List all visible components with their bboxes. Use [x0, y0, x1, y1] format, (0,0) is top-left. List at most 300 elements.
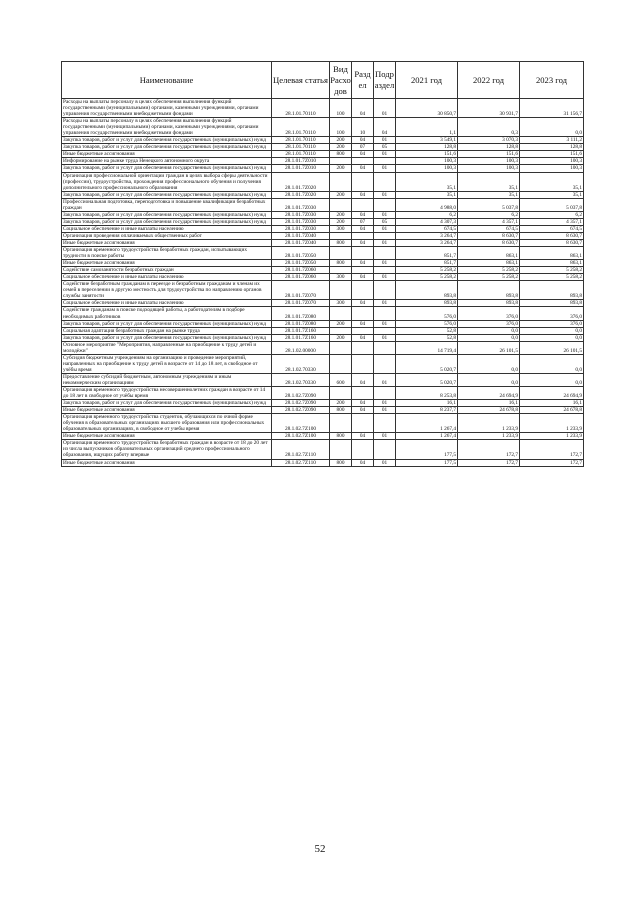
expense-type-cell: 200 [330, 144, 352, 151]
section-cell: 07 [352, 218, 374, 225]
amount-2021-cell: 3 549,1 [396, 137, 458, 144]
expense-type-cell [330, 267, 352, 274]
amount-2023-cell: 26 101,5 [520, 341, 584, 354]
expense-type-cell [330, 341, 352, 354]
expense-type-cell: 300 [330, 300, 352, 307]
section-cell [352, 172, 374, 191]
subsection-cell [374, 172, 396, 191]
amount-2021-cell: 576,0 [396, 307, 458, 320]
expense-type-cell: 200 [330, 400, 352, 407]
amount-2023-cell: 8 630,7 [520, 239, 584, 246]
table-row [62, 144, 584, 151]
table-row [62, 239, 584, 246]
target-code-cell: 28.1.01.7Z040 [272, 232, 330, 239]
amount-2022-cell: 24 694,9 [458, 387, 520, 400]
amount-2023-cell: 376,0 [520, 307, 584, 320]
table-row [62, 172, 584, 191]
target-code-cell: 28.1.02.7Z110 [272, 440, 330, 459]
section-cell: 07 [352, 144, 374, 151]
subsection-cell: 01 [374, 407, 396, 414]
target-code-cell: 28.1.01.7Z080 [272, 307, 330, 320]
amount-2022-cell: 376,0 [458, 320, 520, 327]
subsection-cell: 01 [374, 165, 396, 172]
section-cell: 10 [352, 118, 374, 137]
target-code-cell: 28.1.01.70110 [272, 99, 330, 118]
amount-2023-cell: 376,0 [520, 320, 584, 327]
table-body [62, 99, 584, 467]
expense-type-cell [330, 172, 352, 191]
target-code-cell: 28.1.02.7Z090 [272, 387, 330, 400]
subsection-cell: 05 [374, 144, 396, 151]
row-name-cell: Закупка товаров, работ и услуг для обеспечения государственных (муниципальных) нужд [62, 334, 272, 341]
target-code-cell: 28.1.01.70110 [272, 144, 330, 151]
amount-2022-cell: 5 258,2 [458, 267, 520, 274]
amount-2021-cell: 5 258,2 [396, 274, 458, 281]
target-code-cell: 28.1.01.7Z070 [272, 300, 330, 307]
table-row [62, 414, 584, 433]
header-2021: 2021 год [396, 62, 458, 99]
table-row [62, 334, 584, 341]
expense-type-cell [330, 281, 352, 300]
expense-type-cell [330, 198, 352, 211]
section-cell: 04 [352, 151, 374, 158]
target-code-cell: 28.1.01.7Z050 [272, 247, 330, 260]
amount-2022-cell: 172,7 [458, 440, 520, 459]
table-row [62, 158, 584, 165]
section-cell [352, 247, 374, 260]
expense-type-cell [330, 158, 352, 165]
section-cell: 04 [352, 274, 374, 281]
amount-2021-cell: 5 020,7 [396, 354, 458, 373]
subsection-cell: 01 [374, 320, 396, 327]
subsection-cell: 01 [374, 433, 396, 440]
target-code-cell: 28.1.01.70110 [272, 151, 330, 158]
expense-type-cell [330, 354, 352, 373]
expense-type-cell [330, 307, 352, 320]
amount-2021-cell: 3 264,7 [396, 239, 458, 246]
subsection-cell: 05 [374, 218, 396, 225]
subsection-cell [374, 232, 396, 239]
amount-2023-cell: 0,0 [520, 334, 584, 341]
section-cell [352, 158, 374, 165]
expense-type-cell: 200 [330, 334, 352, 341]
amount-2023-cell: 1 233,9 [520, 433, 584, 440]
amount-2021-cell: 5 258,2 [396, 267, 458, 274]
amount-2022-cell: 30 931,7 [458, 99, 520, 118]
row-name-cell: Иные бюджетные ассигнования [62, 151, 272, 158]
amount-2022-cell: 16,1 [458, 400, 520, 407]
amount-2021-cell: 8 237,7 [396, 407, 458, 414]
amount-2023-cell: 674,5 [520, 225, 584, 232]
subsection-cell [374, 387, 396, 400]
header-name: Наименование [62, 62, 272, 99]
target-code-cell: 28.1.01.7Z030 [272, 211, 330, 218]
section-cell: 04 [352, 165, 374, 172]
subsection-cell: 01 [374, 191, 396, 198]
page-number: 52 [314, 843, 326, 855]
row-name-cell: Организация временного трудоустройства безработных граждан в возрасте от 18 до 20 лет из числа выпускников образовательных организаций среднего профессионального образования, ищущих работу впервые [62, 440, 272, 459]
section-cell [352, 327, 374, 334]
expense-type-cell: 200 [330, 191, 352, 198]
target-code-cell: 28.1.01.7Z030 [272, 198, 330, 211]
amount-2021-cell: 4 307,3 [396, 218, 458, 225]
amount-2022-cell: 172,7 [458, 459, 520, 466]
amount-2021-cell: 3 264,7 [396, 232, 458, 239]
table-row [62, 211, 584, 218]
row-name-cell: Социальное обеспечение и иные выплаты населению [62, 274, 272, 281]
table-row [62, 274, 584, 281]
row-name-cell: Закупка товаров, работ и услуг для обеспечения государственных (муниципальных) нужд [62, 144, 272, 151]
expense-type-cell: 100 [330, 99, 352, 118]
target-code-cell: 28.1.01.7Z030 [272, 218, 330, 225]
amount-2021-cell: 52,8 [396, 334, 458, 341]
target-code-cell: 28.1.01.70110 [272, 137, 330, 144]
row-name-cell: Закупка товаров, работ и услуг для обеспечения государственных (муниципальных) нужд [62, 400, 272, 407]
table-row [62, 191, 584, 198]
amount-2023-cell: 3 111,2 [520, 137, 584, 144]
row-name-cell: Профессиональная подготовка, переподготовка и повышение квалификации безработных граждан [62, 198, 272, 211]
expense-type-cell: 800 [330, 459, 352, 466]
target-code-cell: 28.1.01.7Z020 [272, 172, 330, 191]
section-cell [352, 341, 374, 354]
amount-2023-cell: 100,3 [520, 165, 584, 172]
amount-2021-cell: 1 267,4 [396, 433, 458, 440]
header-2023: 2023 год [520, 62, 584, 99]
expense-type-cell: 800 [330, 239, 352, 246]
expense-type-cell: 200 [330, 137, 352, 144]
section-cell [352, 307, 374, 320]
amount-2023-cell: 6,2 [520, 211, 584, 218]
amount-2022-cell: 863,1 [458, 247, 520, 260]
amount-2021-cell: 100,3 [396, 158, 458, 165]
row-name-cell: Закупка товаров, работ и услуг для обеспечения государственных (муниципальных) нужд [62, 320, 272, 327]
row-name-cell: Расходы на выплаты персоналу в целях обеспечения выполнения функций государственными (муниципальными) органами, казенными учреждениями, органами управления государственными внебюджетными фондами [62, 99, 272, 118]
expense-type-cell [330, 414, 352, 433]
expense-type-cell [330, 440, 352, 459]
table-row [62, 281, 584, 300]
section-cell: 04 [352, 239, 374, 246]
amount-2022-cell: 128,8 [458, 144, 520, 151]
amount-2023-cell: 5 258,2 [520, 267, 584, 274]
table-row [62, 247, 584, 260]
subsection-cell: 01 [374, 239, 396, 246]
amount-2022-cell: 863,1 [458, 260, 520, 267]
amount-2021-cell: 30 850,7 [396, 99, 458, 118]
amount-2022-cell: 376,0 [458, 307, 520, 320]
amount-2021-cell: 177,5 [396, 459, 458, 466]
target-code-cell: 28.1.02.00000 [272, 341, 330, 354]
section-cell: 04 [352, 373, 374, 386]
expense-type-cell: 200 [330, 218, 352, 225]
target-code-cell: 28.1.02.7Z090 [272, 400, 330, 407]
amount-2023-cell: 0,0 [520, 354, 584, 373]
table-row [62, 232, 584, 239]
row-name-cell: Информирование на рынке труда Ненецкого автономного округа [62, 158, 272, 165]
amount-2022-cell: 1 233,9 [458, 433, 520, 440]
row-name-cell: Закупка товаров, работ и услуг для обеспечения государственных (муниципальных) нужд [62, 191, 272, 198]
target-code-cell: 28.1.01.7Z080 [272, 320, 330, 327]
amount-2021-cell: 893,8 [396, 300, 458, 307]
amount-2021-cell: 14 719,4 [396, 341, 458, 354]
amount-2022-cell: 893,8 [458, 300, 520, 307]
header-subsection: Подр аздел [374, 62, 396, 99]
subsection-cell [374, 440, 396, 459]
subsection-cell [374, 281, 396, 300]
subsection-cell [374, 307, 396, 320]
target-code-cell: 28.1.01.7Z070 [272, 281, 330, 300]
amount-2023-cell: 100,3 [520, 158, 584, 165]
amount-2023-cell: 0,0 [520, 327, 584, 334]
amount-2022-cell: 0,3 [458, 118, 520, 137]
expense-type-cell: 200 [330, 320, 352, 327]
target-code-cell: 28.1.02.70330 [272, 354, 330, 373]
row-name-cell: Содействие безработным гражданам в переезде и безработным гражданам и членам их семей в переселении в другую местность для трудоустройства по направлению органов службы занятости [62, 281, 272, 300]
target-code-cell: 28.1.01.7Z010 [272, 158, 330, 165]
row-name-cell: Социальное обеспечение и иные выплаты населению [62, 225, 272, 232]
header-section: Разд ел [352, 62, 374, 99]
target-code-cell: 28.1.02.7Z100 [272, 433, 330, 440]
amount-2023-cell: 5 258,2 [520, 274, 584, 281]
amount-2022-cell: 0,0 [458, 373, 520, 386]
subsection-cell: 01 [374, 373, 396, 386]
table-row [62, 320, 584, 327]
section-cell: 04 [352, 334, 374, 341]
amount-2023-cell: 151,6 [520, 151, 584, 158]
subsection-cell [374, 341, 396, 354]
header-2022: 2022 год [458, 62, 520, 99]
section-cell: 04 [352, 459, 374, 466]
expense-type-cell [330, 387, 352, 400]
target-code-cell: 28.1.02.70330 [272, 373, 330, 386]
table-row [62, 307, 584, 320]
row-name-cell: Закупка товаров, работ и услуг для обеспечения государственных (муниципальных) нужд [62, 137, 272, 144]
row-name-cell: Предоставление субсидий бюджетным, автономным учреждениям и иным некоммерческим организациям [62, 373, 272, 386]
amount-2022-cell: 0,0 [458, 354, 520, 373]
section-cell: 04 [352, 137, 374, 144]
table-row [62, 165, 584, 172]
table-row [62, 433, 584, 440]
section-cell [352, 232, 374, 239]
amount-2022-cell: 674,5 [458, 225, 520, 232]
target-code-cell: 28.1.01.7Z160 [272, 334, 330, 341]
section-cell [352, 198, 374, 211]
amount-2021-cell: 851,7 [396, 247, 458, 260]
target-code-cell: 28.1.01.70110 [272, 118, 330, 137]
table-row [62, 387, 584, 400]
table-row [62, 459, 584, 466]
amount-2021-cell: 151,6 [396, 151, 458, 158]
row-name-cell: Иные бюджетные ассигнования [62, 459, 272, 466]
row-name-cell: Закупка товаров, работ и услуг для обеспечения государственных (муниципальных) нужд [62, 218, 272, 225]
expense-type-cell: 800 [330, 407, 352, 414]
amount-2023-cell: 172,7 [520, 459, 584, 466]
subsection-cell: 01 [374, 274, 396, 281]
table-row [62, 267, 584, 274]
amount-2023-cell: 16,1 [520, 400, 584, 407]
amount-2023-cell: 35,1 [520, 191, 584, 198]
expense-type-cell: 600 [330, 373, 352, 386]
expense-type-cell [330, 327, 352, 334]
expense-type-cell: 200 [330, 211, 352, 218]
amount-2022-cell: 26 101,5 [458, 341, 520, 354]
amount-2021-cell: 1 267,4 [396, 414, 458, 433]
target-code-cell: 28.1.01.7Z020 [272, 191, 330, 198]
amount-2022-cell: 8 630,7 [458, 232, 520, 239]
row-name-cell: Содействие самозанятости безработных граждан [62, 267, 272, 274]
subsection-cell: 01 [374, 459, 396, 466]
expense-type-cell: 300 [330, 225, 352, 232]
amount-2023-cell: 172,7 [520, 440, 584, 459]
expense-type-cell: 100 [330, 118, 352, 137]
subsection-cell [374, 354, 396, 373]
amount-2023-cell: 24 694,9 [520, 387, 584, 400]
amount-2021-cell: 100,3 [396, 165, 458, 172]
row-name-cell: Организация временного трудоустройства студентов, обучающихся по очной форме обучения в образовательных организациях высшего образования или профессиональных образовательных организациях, в свободное от учебы время [62, 414, 272, 433]
amount-2023-cell: 893,8 [520, 300, 584, 307]
amount-2023-cell: 4 357,1 [520, 218, 584, 225]
section-cell [352, 440, 374, 459]
section-cell: 04 [352, 300, 374, 307]
subsection-cell: 01 [374, 334, 396, 341]
row-name-cell: Социальная адаптация безработных граждан на рынке труда [62, 327, 272, 334]
amount-2023-cell: 24 678,8 [520, 407, 584, 414]
table-row [62, 99, 584, 118]
section-cell: 04 [352, 400, 374, 407]
table-row [62, 137, 584, 144]
target-code-cell: 28.1.01.7Z010 [272, 165, 330, 172]
row-name-cell: Расходы на выплаты персоналу в целях обеспечения выполнения функций государственными (муниципальными) органами, казенными учреждениями, органами управления государственными внебюджетными фондами [62, 118, 272, 137]
section-cell: 04 [352, 320, 374, 327]
subsection-cell [374, 198, 396, 211]
amount-2021-cell: 8 253,8 [396, 387, 458, 400]
row-name-cell: Иные бюджетные ассигнования [62, 239, 272, 246]
amount-2022-cell: 35,1 [458, 172, 520, 191]
target-code-cell: 28.1.02.7Z110 [272, 459, 330, 466]
amount-2022-cell: 3 070,3 [458, 137, 520, 144]
section-cell: 04 [352, 407, 374, 414]
row-name-cell: Организация профессиональной ориентации граждан в целях выбора сферы деятельности (профессии), трудоустройства, прохождения профессионального обучения и получения дополнительного профессионального образования [62, 172, 272, 191]
row-name-cell: Организация временного трудоустройства безработных граждан, испытывающих трудности в поиске работы [62, 247, 272, 260]
amount-2021-cell: 35,1 [396, 191, 458, 198]
subsection-cell [374, 247, 396, 260]
amount-2022-cell: 0,0 [458, 327, 520, 334]
amount-2021-cell: 52,8 [396, 327, 458, 334]
amount-2021-cell: 35,1 [396, 172, 458, 191]
table-row [62, 373, 584, 386]
expense-type-cell [330, 232, 352, 239]
target-code-cell: 28.1.02.7Z100 [272, 414, 330, 433]
expense-type-cell: 800 [330, 151, 352, 158]
budget-table [61, 61, 584, 467]
subsection-cell [374, 267, 396, 274]
row-name-cell: Иные бюджетные ассигнования [62, 260, 272, 267]
table-row [62, 341, 584, 354]
section-cell: 04 [352, 191, 374, 198]
amount-2023-cell: 0,0 [520, 118, 584, 137]
table-row [62, 225, 584, 232]
subsection-cell [374, 327, 396, 334]
amount-2022-cell: 0,0 [458, 334, 520, 341]
section-cell: 04 [352, 260, 374, 267]
row-name-cell: Иные бюджетные ассигнования [62, 407, 272, 414]
subsection-cell: 01 [374, 225, 396, 232]
section-cell: 04 [352, 211, 374, 218]
subsection-cell [374, 414, 396, 433]
amount-2022-cell: 151,6 [458, 151, 520, 158]
amount-2021-cell: 893,8 [396, 281, 458, 300]
amount-2022-cell: 24 678,8 [458, 407, 520, 414]
subsection-cell: 01 [374, 151, 396, 158]
amount-2023-cell: 128,8 [520, 144, 584, 151]
subsection-cell: 01 [374, 211, 396, 218]
amount-2023-cell: 8 630,7 [520, 232, 584, 239]
subsection-cell: 01 [374, 300, 396, 307]
amount-2022-cell: 4 357,1 [458, 218, 520, 225]
expense-type-cell: 300 [330, 274, 352, 281]
header-target: Целевая статья [272, 62, 330, 99]
amount-2022-cell: 8 630,7 [458, 239, 520, 246]
target-code-cell: 28.1.01.7Z050 [272, 260, 330, 267]
amount-2023-cell: 35,1 [520, 172, 584, 191]
amount-2023-cell: 893,8 [520, 281, 584, 300]
amount-2023-cell: 863,1 [520, 260, 584, 267]
amount-2021-cell: 4 988,0 [396, 198, 458, 211]
expense-type-cell: 800 [330, 433, 352, 440]
expense-type-cell [330, 247, 352, 260]
amount-2022-cell: 100,3 [458, 165, 520, 172]
row-name-cell: Субсидия бюджетным учреждениям на организацию и проведение мероприятий, направленных на приобщение к труду детей в возрасте от 14 до 18 лет, в свободное от учёбы время [62, 354, 272, 373]
target-code-cell: 28.1.01.7Z030 [272, 225, 330, 232]
table-header-row [62, 62, 584, 99]
target-code-cell: 28.1.01.7Z060 [272, 274, 330, 281]
amount-2021-cell: 576,0 [396, 320, 458, 327]
amount-2021-cell: 851,7 [396, 260, 458, 267]
expense-type-cell: 800 [330, 260, 352, 267]
table-row [62, 198, 584, 211]
amount-2022-cell: 100,3 [458, 158, 520, 165]
target-code-cell: 28.1.02.7Z090 [272, 407, 330, 414]
row-name-cell: Содействие гражданам в поиске подходящей работы, а работодателям в подборе необходимых работников [62, 307, 272, 320]
row-name-cell: Иные бюджетные ассигнования [62, 433, 272, 440]
row-name-cell: Закупка товаров, работ и услуг для обеспечения государственных (муниципальных) нужд [62, 211, 272, 218]
table-row [62, 218, 584, 225]
amount-2021-cell: 5 020,7 [396, 373, 458, 386]
section-cell [352, 267, 374, 274]
section-cell [352, 281, 374, 300]
expense-type-cell: 200 [330, 165, 352, 172]
amount-2022-cell: 35,1 [458, 191, 520, 198]
amount-2023-cell: 863,1 [520, 247, 584, 260]
section-cell [352, 414, 374, 433]
amount-2023-cell: 1 233,9 [520, 414, 584, 433]
subsection-cell: 04 [374, 118, 396, 137]
row-name-cell: Организация временного трудоустройства несовершеннолетних граждан в возрасте от 14 до 18 лет в свободное от учёбы время [62, 387, 272, 400]
table-row [62, 327, 584, 334]
section-cell [352, 354, 374, 373]
row-name-cell: Социальное обеспечение и иные выплаты населению [62, 300, 272, 307]
table-row [62, 151, 584, 158]
amount-2023-cell: 0,0 [520, 373, 584, 386]
table-row [62, 440, 584, 459]
amount-2023-cell: 31 156,7 [520, 99, 584, 118]
table-row [62, 118, 584, 137]
table-row [62, 354, 584, 373]
table-row [62, 260, 584, 267]
target-code-cell: 28.1.01.7Z160 [272, 327, 330, 334]
target-code-cell: 28.1.01.7Z040 [272, 239, 330, 246]
section-cell: 04 [352, 225, 374, 232]
amount-2021-cell: 177,5 [396, 440, 458, 459]
